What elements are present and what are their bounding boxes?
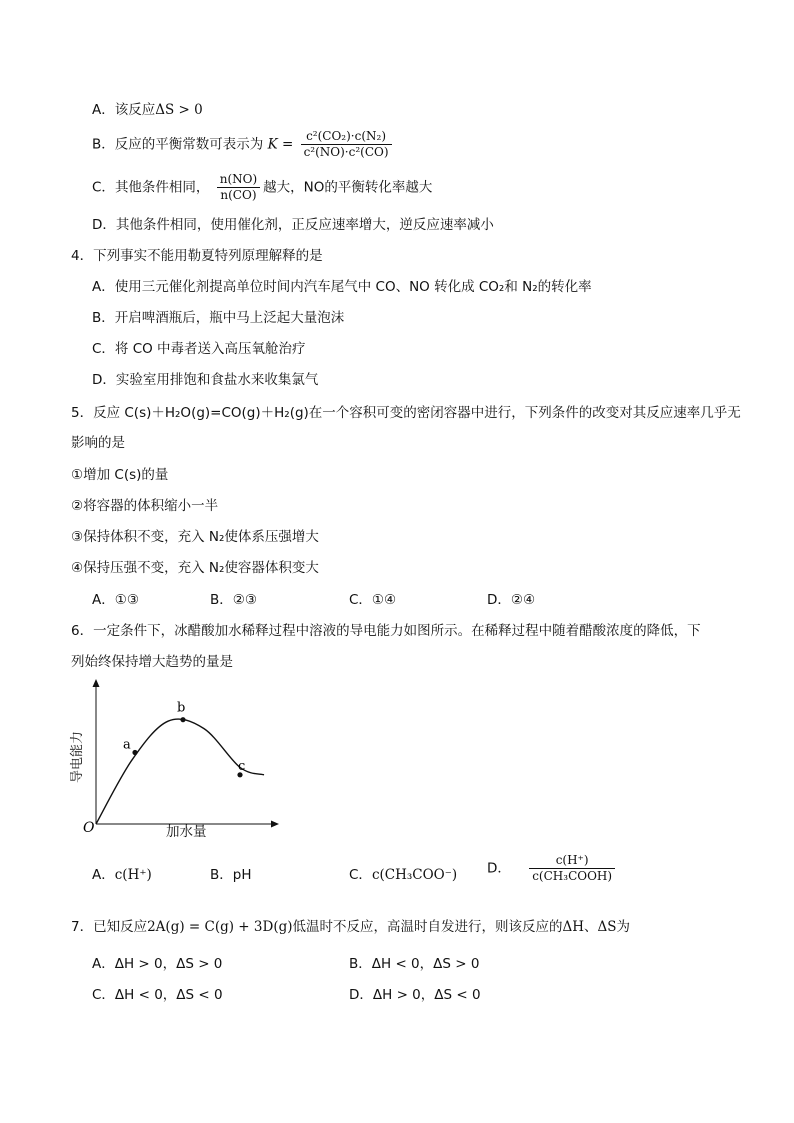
point-c-label: c <box>238 758 246 774</box>
q5-item-1: ①增加 C(s)的量 <box>71 467 169 483</box>
point-b-marker <box>180 717 185 722</box>
q3-option-c-denominator: n(CO) <box>220 188 257 202</box>
q3-option-c <box>92 172 432 203</box>
q5-option-d: D．②④ <box>487 592 536 608</box>
q6-option-c-math: c(CH₃COO⁻) <box>371 867 458 883</box>
origin-label: O <box>83 820 95 836</box>
q3-option-b-numerator: c²(CO₂)·c(N₂) <box>301 129 392 145</box>
point-a-label: a <box>123 737 131 753</box>
q6-option-c-label: C． <box>349 867 372 883</box>
q3-option-c-post: 越大，NO的平衡转化率越大 <box>263 179 433 196</box>
q3-option-c-numerator: n(NO) <box>217 172 260 188</box>
q3-option-a-math: ΔS > 0 <box>155 102 203 118</box>
q7-stem-end: 为 <box>616 919 631 935</box>
conductivity-chart <box>70 676 290 846</box>
q5-item-4: ④保持压强不变，充入 N₂使容器体积变大 <box>71 560 319 576</box>
q3-option-c-label: C． <box>92 179 115 196</box>
chart-y-axis-label: 导电能力 <box>70 730 86 784</box>
q7-stem <box>71 918 630 936</box>
q3-option-b-fraction <box>301 129 392 160</box>
q6-stem-line2: 列始终保持增大趋势的量是 <box>71 654 233 670</box>
q3-option-a-label: A． <box>92 102 115 118</box>
q6-stem-line1: 6．一定条件下，冰醋酸加水稀释过程中溶液的导电能力如图所示。在稀释过程中随着醋酸浓度的降低，下 <box>71 623 701 639</box>
q6-option-d-numerator: c(H⁺) <box>529 853 615 869</box>
q5-option-c: C．①④ <box>349 592 397 608</box>
q7-option-a: A．ΔH > 0，ΔS > 0 <box>92 956 223 972</box>
chart-x-axis-label: 加水量 <box>166 824 207 840</box>
q6-option-a-math: c(H⁺) <box>114 867 152 883</box>
q6-option-d <box>487 853 618 884</box>
q5-item-2: ②将容器的体积缩小一半 <box>71 498 219 514</box>
q3-option-d <box>92 216 494 234</box>
q6-option-d-label: D． <box>487 860 511 877</box>
q4-stem: 4．下列事实不能用勒夏特列原理解释的是 <box>71 248 323 264</box>
q7-stem-equation: 2A(g) = C(g) + 3D(g) <box>147 919 293 935</box>
q3-option-d-text: 其他条件相同，使用催化剂，正反应速率增大，逆反应速率减小 <box>115 217 494 233</box>
q3-option-c-pre: 其他条件相同， <box>114 179 210 196</box>
q5-stem-line1: 5．反应 C(s)＋H₂O(g)=CO(g)＋H₂(g)在一个容积可变的密闭容器中进行，下列条件的改变对其反应速率几乎无 <box>71 405 741 421</box>
q5-stem-line2: 影响的是 <box>71 435 125 451</box>
point-b-label: b <box>177 700 186 716</box>
q4-option-c: C．将 CO 中毒者送入高压氧舱治疗 <box>92 341 306 357</box>
q7-stem-pre: 7．已知反应 <box>71 919 148 935</box>
q3-option-a <box>92 101 203 119</box>
q3-option-b-k: K = <box>267 136 294 153</box>
x-axis-arrow-icon <box>271 821 279 828</box>
q4-option-a: A．使用三元催化剂提高单位时间内汽车尾气中 CO、NO 转化成 CO₂和 N₂的转化率 <box>92 279 592 295</box>
q7-option-c: C．ΔH < 0，ΔS < 0 <box>92 987 223 1003</box>
q6-option-d-denominator: c(CH₃COOH) <box>532 869 613 883</box>
q7-stem-post: 低温时不反应，高温时自发进行，则该反应的 <box>292 919 563 935</box>
q6-option-a-label: A． <box>92 867 115 883</box>
q6-option-c <box>349 866 457 884</box>
q5-item-3: ③保持体积不变，充入 N₂使体系压强增大 <box>71 529 319 545</box>
q3-option-a-text: 该反应 <box>114 102 156 118</box>
point-a-marker <box>132 750 137 755</box>
q6-option-a <box>92 866 152 884</box>
q3-option-b-text: 反应的平衡常数可表示为 <box>114 136 264 153</box>
q5-option-b: B．②③ <box>210 592 257 608</box>
y-axis-arrow-icon <box>93 679 100 687</box>
q7-option-d: D．ΔH > 0，ΔS < 0 <box>349 987 481 1003</box>
q7-option-b: B．ΔH < 0，ΔS > 0 <box>349 956 480 972</box>
q3-option-b-label: B． <box>92 136 115 153</box>
q6-option-b: B．pH <box>210 867 252 883</box>
q3-option-c-fraction <box>217 172 260 203</box>
q6-option-d-fraction <box>529 853 615 884</box>
q3-option-b-denominator: c²(NO)·c²(CO) <box>303 145 389 159</box>
q7-stem-vars: ΔH、ΔS <box>562 919 617 935</box>
q3-option-b <box>92 129 395 160</box>
q4-option-d: D．实验室用排饱和食盐水来收集氯气 <box>92 372 319 388</box>
q3-option-d-label: D． <box>92 217 116 233</box>
q4-option-b: B．开启啤酒瓶后，瓶中马上泛起大量泡沫 <box>92 310 345 326</box>
q5-option-a: A．①③ <box>92 592 139 608</box>
